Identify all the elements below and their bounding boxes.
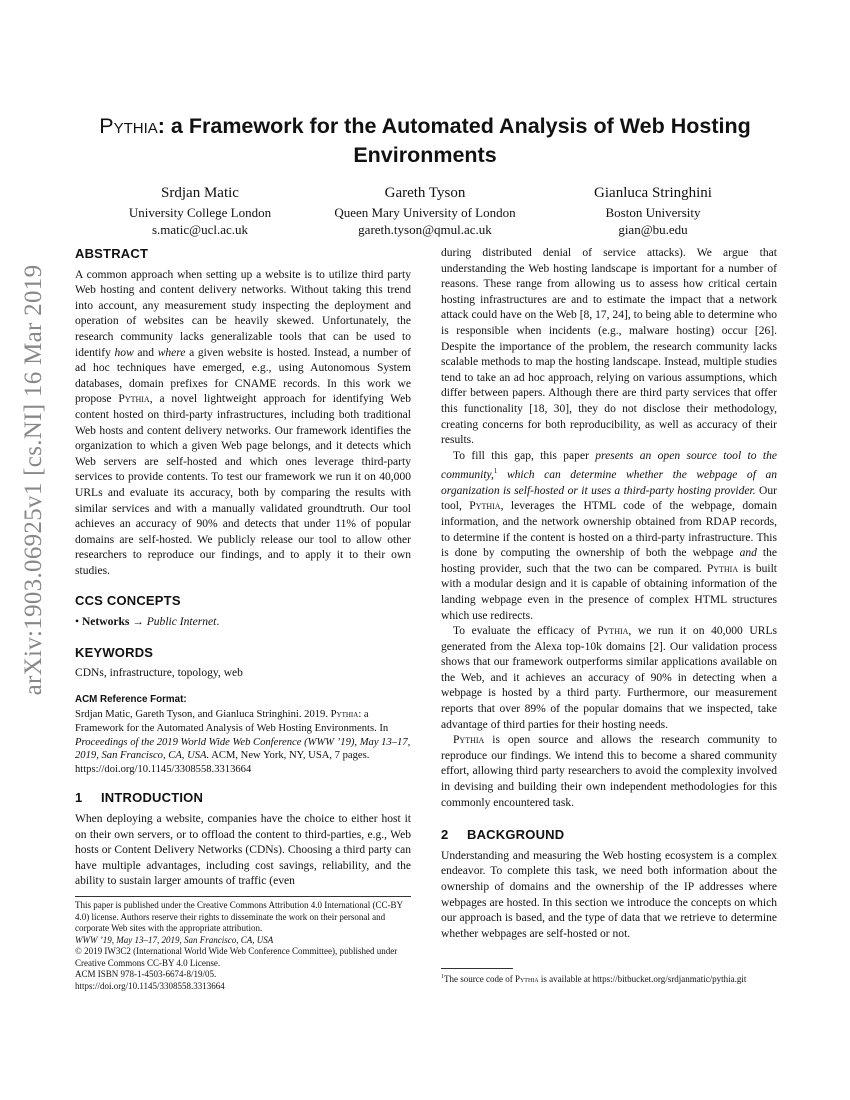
intro-paragraph-2: To fill this gap, this paper presents an open source tool to the community,$^1$ which can determine whether the webpage of an organization is self-hosted or it uses a third-party hosting provider. Our tool, Pythia, leverages the HTML code of the webpage, domain information, and the network ownership obtained from RDAP records, to determine if the content is hosted on a third-party infrastructure. This is done by computing the ownership of both the webpage and the hosting provider, such that the two can be compared. Pythia is built with a modular design and it is capable of obtaining information of the landing webpage even in the presence of complex HTML structures which use redirects. bbox=[441, 449, 778, 622]
author-3 bbox=[523, 183, 783, 238]
ccs-section bbox=[75, 593, 411, 630]
background-section bbox=[441, 827, 777, 942]
acm-ref-text: Srdjan Matic, Gareth Tyson, and Gianluca Stringhini. 2019. Pythia: a Framework for the Automated Analysis of Web Hosting Environments. In Proceedings of the 2019 World Wide Web Conference (WWW ’19), May 13–17, 2019, San Francisco, CA, USA. ACM, New York, NY, USA, 7 pages. https://doi.org/10.1145/3308558.3313664 bbox=[75, 709, 411, 775]
paper-title bbox=[75, 112, 775, 170]
title-rest: : a Framework for the Automated Analysis of Web Hosting Environments bbox=[157, 114, 751, 167]
footnote-left bbox=[75, 896, 411, 992]
background-text: Understanding and measuring the Web hosting ecosystem is a complex endeavor. To complete this task, we need both information about the ownership of domains and the ownership of the IP addresses where webpages are hosted. In this section we introduce the concepts on which our approach is based, and the type of data that we retrieve to determine whether webpages are self-hosted or not. bbox=[441, 849, 777, 940]
author-2 bbox=[295, 183, 555, 238]
abstract-section bbox=[75, 246, 411, 579]
keywords-section bbox=[75, 645, 411, 682]
right-column bbox=[441, 246, 777, 942]
acm-ref-heading: ACM Reference Format: bbox=[75, 693, 187, 705]
footnote-rule bbox=[441, 968, 513, 969]
license-text: This paper is published under the Creative Commons Attribution 4.0 International (CC-BY 4.0) license. Authors reserve their rights to disseminate the work on their personal and corporate Web sites with the appropriate attribution. bbox=[75, 900, 403, 933]
section-heading: BACKGROUND bbox=[467, 827, 565, 843]
isbn-text: ACM ISBN 978-1-4503-6674-8/19/05. bbox=[75, 969, 217, 979]
section-heading: INTRODUCTION bbox=[101, 790, 204, 806]
section-number: 1 bbox=[75, 790, 83, 806]
author-affiliation: University College London bbox=[128, 205, 272, 220]
footnote-rule bbox=[75, 896, 411, 897]
author-email: gareth.tyson@qmul.ac.uk bbox=[358, 222, 492, 237]
introduction-section bbox=[75, 790, 411, 890]
arxiv-stamp-text: arXiv:1903.06925v1 [cs.NI] 16 Mar 2019 bbox=[20, 264, 47, 696]
author-affiliation: Queen Mary University of London bbox=[334, 205, 516, 220]
author-name: Gianluca Stringhini bbox=[594, 185, 712, 201]
footnote-1: $^1$The source code of Pythia is available at https://bitbucket.org/srdjanmatic/pythia.git bbox=[441, 974, 747, 984]
ccs-text: • Networks → Public Internet. bbox=[75, 616, 220, 629]
abstract-text: A common approach when setting up a website is to utilize third party Web hosting and content delivery networks. Without taking this trend into account, any measurement study inspecting the deployment and operation of websites can be heavily skewed. Unfortunately, the research community lacks generalizable tools that can be used to identify how and where a given website is hosted. Instead, a number of ad hoc techniques have emerged, e.g., using Autonomous System databases, domain prefixes for CNAME records. In this work we propose Pythia, a novel lightweight approach for identifying Web content hosted on third-party infrastructures, including both traditional Web hosts and content delivery networks. Our framework identifies the organization to which a given Web page belongs, and it detects which Web servers are self-hosted and which ones leverage third-party services to provide contents. To test our framework we run it on 40,000 URLs and evaluate its accuracy, both by comparing the results with similar services and with a manually validated groundtruth. Our tool achieves an accuracy of 90% and detects that under 11% of popular domains are self-hosted. We publicly release our tool to allow other researchers to reproduce our findings, and to apply it to their own studies. bbox=[75, 268, 412, 577]
intro-paragraph-3: To evaluate the efficacy of Pythia, we run it on 40,000 URLs generated from the Alexa top-10k domains [2]. Our validation process shows that our framework outperforms similar applications available on the Web, and it achieves an accuracy of 90% in detecting when a webpage is hosted by a third party. Furthermore, our measurement reports that over 89% of the popular domains that we inspected, take advantage of third parties for their hosting needs. bbox=[441, 625, 777, 731]
author-email: gian@bu.edu bbox=[618, 222, 688, 237]
author-affiliation: Boston University bbox=[605, 205, 701, 220]
doi-text: https://doi.org/10.1145/3308558.3313664 bbox=[75, 980, 225, 991]
conference-line: WWW ’19, May 13–17, 2019, San Francisco, CA, USA bbox=[75, 934, 274, 945]
intro-text: When deploying a website, companies have the choice to either host it on their own servers, or to offload the content to third-parties, e.g., Web hosts or Content Delivery Networks (CDNs). Choosing a third party can have multiple advantages, including cost savings, reliability, and the ability to sustain larger amounts of traffic (even bbox=[75, 813, 411, 888]
copyright-text: © 2019 IW3C2 (International World Wide Web Conference Committee), published under Creative Commons CC-BY 4.0 License. bbox=[75, 946, 398, 968]
author-name: Srdjan Matic bbox=[161, 185, 239, 201]
intro-paragraph-4: Pythia is open source and allows the research community to reproduce our findings. We intend this to become a shared community effort, allowing third party researchers to avoid the complexity involved in devising and building their own independent methodologies for this commonly encountered task. bbox=[441, 734, 777, 809]
intro-continued: during distributed denial of service attacks). We argue that understanding the Web hosting landscape is important for a number of reasons. These range from allowing us to assess how critical certain hosting infrastructures are and to estimate the impact that a network attack could have on the Web [8, 17, 24], to being able to determine who is responsible when incidents (e.g., malware hosting) occur [26]. Despite the importance of the problem, the research community lacks scalable methods to map the hosting landscape. Instead, multiple studies tend to take an ad hoc approach, relying on various assumptions, which differ between papers. Although there are third party services that offer this functionality [18, 30], they do not disclose their methodology, creating concerns for both reproducibility, as well as accuracy of their results. bbox=[441, 247, 777, 447]
author-email: s.matic@ucl.ac.uk bbox=[151, 222, 249, 237]
keywords-text: CDNs, infrastructure, topology, web bbox=[75, 667, 243, 680]
left-column bbox=[75, 246, 411, 890]
abstract-heading: ABSTRACT bbox=[75, 246, 149, 261]
keywords-heading: KEYWORDS bbox=[75, 644, 154, 660]
arxiv-stamp bbox=[0, 0, 60, 1100]
acm-reference bbox=[75, 692, 411, 777]
title-prefix: Pythia bbox=[99, 114, 158, 138]
author-1 bbox=[70, 183, 330, 238]
ccs-heading: CCS CONCEPTS bbox=[75, 593, 181, 609]
author-name: Gareth Tyson bbox=[384, 185, 466, 201]
footnote-right bbox=[441, 968, 777, 986]
section-number: 2 bbox=[441, 827, 449, 843]
